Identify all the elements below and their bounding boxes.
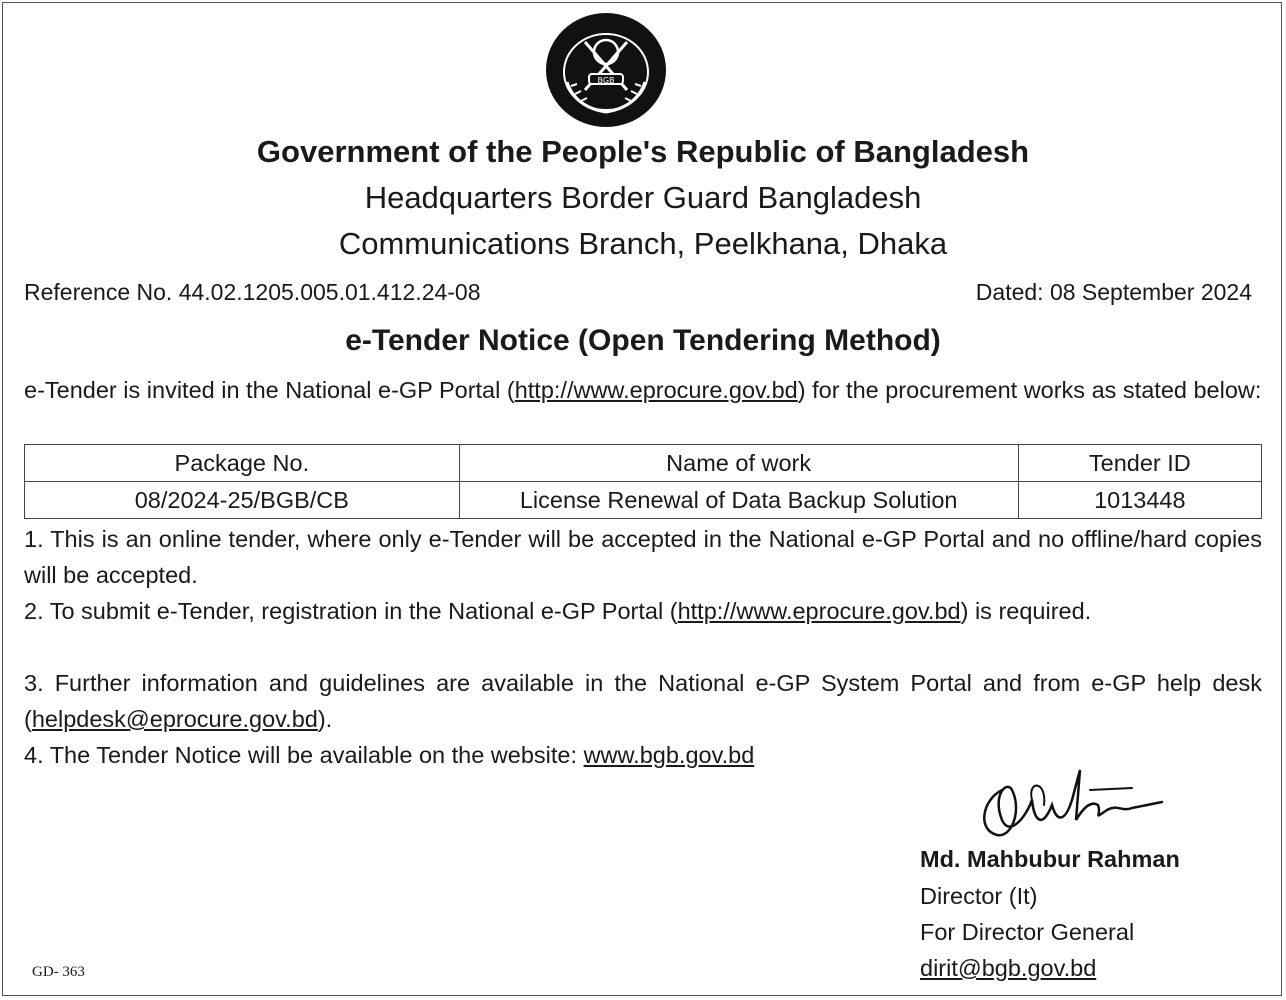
point-4-text-before: 4. The Tender Notice will be available on the website:	[24, 742, 584, 768]
footer-code: GD- 363	[32, 964, 85, 980]
tender-table	[24, 444, 1262, 519]
eprocure-link-2[interactable]: http://www.eprocure.gov.bd	[677, 598, 961, 624]
intro-text-before: e-Tender is invited in the National e-GP Portal (	[24, 377, 515, 403]
intro-text-after: ) for the procurement works as stated below:	[797, 377, 1262, 403]
signatory-name: Md. Mahbubur Rahman	[920, 846, 1180, 872]
point-2-text-before: 2. To submit e-Tender, registration in the National e-GP Portal (	[24, 598, 678, 624]
point-3-text-before: 3. Further information and guidelines are available in the National e-GP System Portal and from e-GP help desk (	[24, 670, 1262, 732]
cell-package-no: 08/2024-25/BGB/CB	[25, 482, 460, 519]
signature-icon	[972, 760, 1182, 850]
bgb-emblem-icon	[545, 12, 667, 128]
cell-tender-id: 1013448	[1018, 482, 1261, 519]
notice-title: e-Tender Notice (Open Tendering Method)	[345, 324, 941, 357]
helpdesk-email-link[interactable]: helpdesk@eprocure.gov.bd	[31, 706, 318, 732]
intro-paragraph	[24, 372, 1262, 408]
point-1: 1. This is an online tender, where only e-Tender will be accepted in the National e-GP Portal and no offline/hard copies will be accepted.	[24, 526, 1262, 588]
signatory-for: For Director General	[920, 919, 1135, 945]
bgb-website-link[interactable]: www.bgb.gov.bd	[583, 742, 755, 768]
signatory-email-link[interactable]: dirit@bgb.gov.bd	[920, 955, 1097, 981]
point-3	[24, 665, 1262, 737]
header-package-no: Package No.	[25, 445, 460, 482]
point-3-text-after: ).	[317, 706, 333, 732]
point-2	[24, 593, 1262, 629]
date: Dated: 08 September 2024	[975, 279, 1252, 305]
table-header-row	[25, 445, 1262, 482]
point-2-text-after: ) is required.	[960, 598, 1092, 624]
header-government: Government of the People's Republic of Bangladesh	[256, 134, 1030, 169]
header-name-of-work: Name of work	[459, 445, 1018, 482]
header-tender-id: Tender ID	[1018, 445, 1261, 482]
signatory-title: Director (It)	[920, 883, 1038, 909]
header-headquarters: Headquarters Border Guard Bangladesh	[364, 180, 922, 215]
header-branch: Communications Branch, Peelkhana, Dhaka	[338, 226, 948, 261]
reference-number: Reference No. 44.02.1205.005.01.412.24-08	[24, 279, 481, 305]
emblem-text: BGB	[597, 76, 615, 85]
cell-name-of-work: License Renewal of Data Backup Solution	[459, 482, 1018, 519]
eprocure-link[interactable]: http://www.eprocure.gov.bd	[514, 377, 798, 403]
table-row	[25, 482, 1262, 519]
